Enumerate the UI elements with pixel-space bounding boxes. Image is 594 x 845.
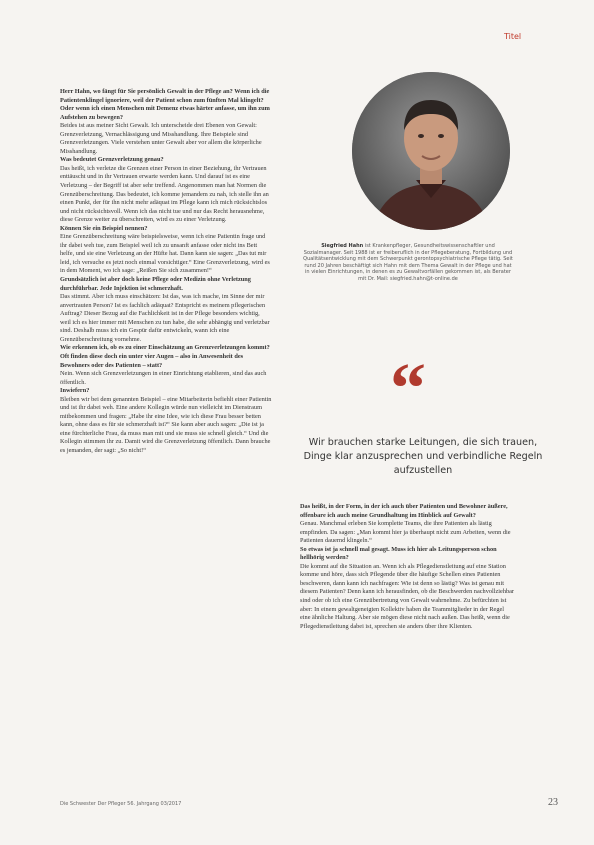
caption-text: ist Krankenpfleger, Gesundheitswissenschaftler und Sozialmanager. Seit 1988 ist er freiberuflich in der Pflegeberatung, Fortbildung und Qualitätsentwicklung mit dem Schwerpunkt gerontopsychiatrische Pflege tätig. Seit rund 20 Jahren beschäftigt sich Hahn mit dem Thema Gewalt in der Pflege und hat in vielen Einrichtungen, in denen es zu Gewaltvorfällen gekommen ist, als Berater mit Dr. Mail: siegfried.hahn@t-online.de xyxy=(303,243,513,282)
interview-answer: Das stimmt. Aber ich muss einschätzen: Ist das, was ich mache, im Sinne der mir anvertrauten Person? Ist es fachlich adäquat? Entspricht es meinem pflegerischen Auftrag? Dieser Bezug auf die Fachlichkeit ist in der Pflege besonders wichtig, weil ich es hier immer mit Menschen zu tun habe, die sehr abhängig und verletzbar sind. Deshalb muss ich ein Gespür dafür entwickeln, wann ich eine Grenzüberschreitung vornehme. xyxy=(60,293,270,343)
interview-question: So etwas ist ja schnell mal gesagt. Muss ich hier als Leitungsperson schon hellhörig werden? xyxy=(300,545,497,562)
section-label: Titel xyxy=(504,32,522,41)
interview-left-column xyxy=(60,88,272,456)
interview-question: Was bedeutet Grenzverletzung genau? xyxy=(60,156,164,164)
interview-question: Herr Hahn, wo fängt für Sie persönlich Gewalt in der Pflege an? Wenn ich die Patientenklingel ignoriere, weil der Patient schon zum fünften Mal klingelt? Oder wenn ich einen Menschen mit Demenz etwas härter anfasse, um ihn zum Aufstehen zu bewegen? xyxy=(60,88,270,121)
interview-answer: Nein. Wenn sich Grenzverletzungen in einer Einrichtung etablieren, sind das auch öffentlich. xyxy=(60,370,267,386)
pull-quote: Wir brauchen starke Leitungen, die sich trauen, Dinge klar anzusprechen und verbindliche Regeln aufzustellen xyxy=(303,437,543,476)
interview-question: Können Sie ein Beispiel nennen? xyxy=(60,224,148,232)
interview-question: Wie erkennen ich, ob es zu einer Einschätzung an Grenzverletzungen kommt? Oft finden diese doch ein unter vier Augen – also in Anwesenheit des Bewohners oder des Patienten – statt? xyxy=(60,344,270,369)
interview-answer: Eine Grenzüberschreitung wäre beispielsweise, wenn ich eine Patientin frage und ihr dabei weh tue, zum Beispiel weil ich zu unsanft anfasse oder nicht ins Bett helfe, und sie eine Verletzung an der Hüfte hat. Dann kann sie sagen: „Das tut mir leid, ich versuche es jetzt noch einmal vorsichtiger.“ Eine Grenzverletzung, wird es in dem Moment, wo ich sage: „Reißen Sie sich zusammen!“ xyxy=(60,233,270,275)
interview-answer: Beides ist aus meiner Sicht Gewalt. Ich unterscheide drei Ebenen von Gewalt: Grenzverletzung, Vernachlässigung und Misshandlung. Ihre Beispiele sind Grenzverletzungen. Viele verstehen unter Gewalt aber vor allem die körperliche Misshandlung. xyxy=(60,122,262,155)
interview-answer: Bleiben wir bei dem genannten Beispiel – eine Mitarbeiterin befiehlt einer Patientin und ist ihr dabei weh. Eine andere Kollegin würde nun vielleicht im Dienstraum mitbekommen und fragen: „Habe ihr eine Idee, wie ich diese Frau besser betten kann, ohne dass es für sie schmerzhaft ist?“ Sie kann aber auch sagen: „Die ist ja eine fürchterliche Frau, da muss man mit und sie muss sie schnell gleich.“ Und die Kollegin stimmen ihr zu. Damit wird die Grenzverletzung öffentlich. Dann brauche es jemanden, der sagt: „So nicht!“ xyxy=(60,395,272,454)
interview-answer: Die kommt auf die Situation an. Wenn ich als Pflegedienstleitung auf eine Station komme und höre, dass sich Pflegende über die häufige Schellen eines Patienten beschweren, dann kann ich nachfragen: Wie ist denn so lästig? Was ist genau mit diesem Patienten? Denn kann ich herausfinden, ob die Beschwerden nachvollziehbar sind oder ob ich eine Grenzübertretung von Gewalt wahrnehme. Zu befürchten ist aber: In einem gewaltgeneigten Kollektiv haben die Teammitglieder in der Regel eine ähnliche Haltung. Aber sie mögen diese nicht nach außen. Das heißt, wenn die Pflegedienstleitung dabei ist, sprechen sie anders über ihre Klienten. xyxy=(300,562,515,630)
portrait-illustration xyxy=(352,72,510,230)
interview-right-column xyxy=(300,503,516,631)
interview-question: Grundsätzlich ist aber doch keine Pflege oder Medizin ohne Verletzung durchführbar. Jede Injektion ist schmerzhaft. xyxy=(60,276,251,292)
quote-mark-icon: “ xyxy=(390,348,426,428)
page-number: 23 xyxy=(548,797,558,808)
portrait-photo xyxy=(352,72,510,230)
interview-answer: Das heißt, ich verletze die Grenzen einer Person in einer Beziehung, ihr Vertrauen enttäuscht und in ihr Vertrauen erwarte werden kann. Und darauf ist es eine Verletzung – der Begriff ist aber sehr treffend. Angenommen man hat Normen die Grenzüberschreitung. Das bedeutet, ich komme jemandem zu nah, ich stelle ihn an einen Punkt, der für ihn nicht mehr adäquat im Pflege kann ich mich rücksichtslos und nicht rücksichtsvoll. Wenn ich das nicht tue und nur das Recht herausnehme, diese Grenze weiter zu überschreiten, wird es zu einer Verletzung. xyxy=(60,164,269,224)
interview-question: Das heißt, in der Form, in der ich auch über Patienten und Bewohner äußere, offenbare ich auch meine Grundhaltung im Hinblick auf Gewalt? xyxy=(300,503,508,519)
caption-name: Siegfried Hahn xyxy=(321,243,364,249)
interview-question: Inwiefern? xyxy=(60,387,90,395)
footer-publication: Die Schwester Der Pfleger 56. Jahrgang 03/2017 xyxy=(60,801,182,807)
photo-caption xyxy=(302,243,514,283)
interview-answer: Genau. Manchmal erleben Sie komplette Teams, die ihre Patienten als lästig empfinden. Da sagen: „Man kommt hier ja überhaupt nicht zum Arbeiten, wenn die Patienten dauernd klingeln.“ xyxy=(300,520,511,545)
